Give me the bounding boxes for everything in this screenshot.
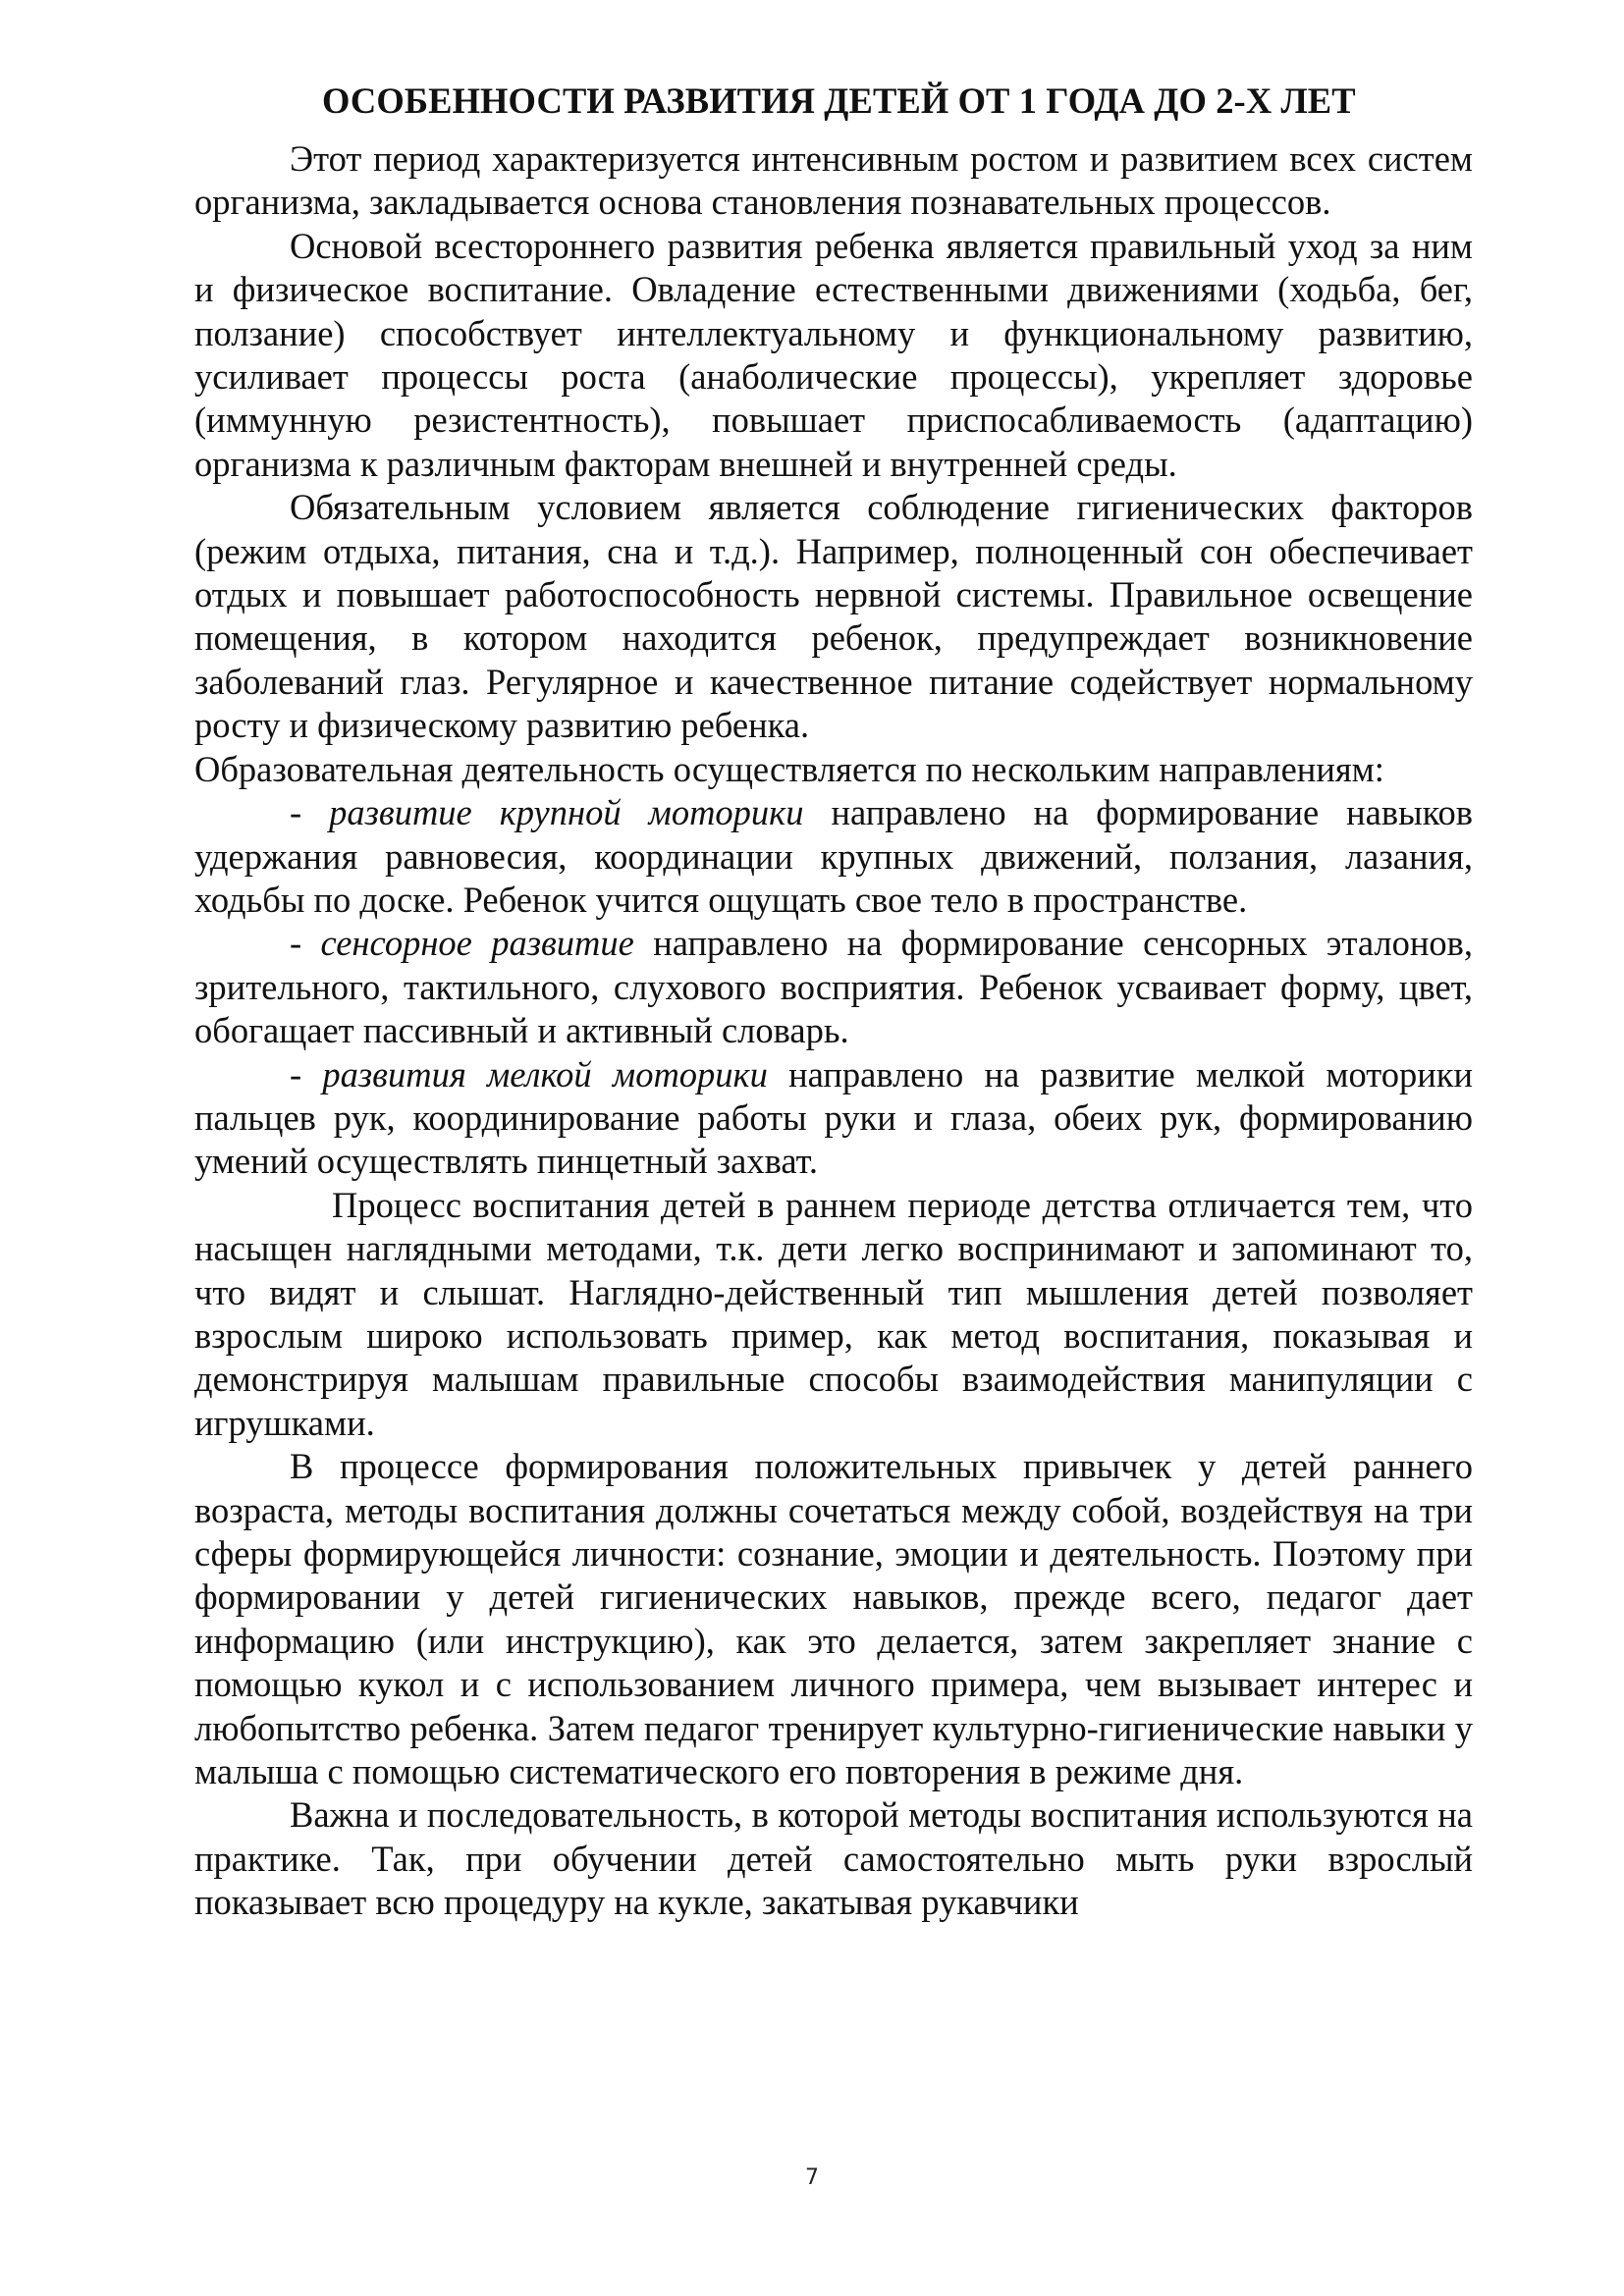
list-item-term: развитие крупной моторики: [329, 792, 804, 833]
list-item-sensory: [194, 922, 1473, 1052]
paragraph-6: Важна и последовательность, в которой методы воспитания используются на практике. Так, при обучении детей самостоятельно мыть руки взрослый показывает всю процедуру на кукле, закатывая рукавчики: [194, 1794, 1473, 1923]
paragraph-directions-intro: Образовательная деятельность осуществляется по нескольким направлениям:: [194, 748, 1384, 789]
list-item-text: направлено на формирование сенсорных эталонов, зрительного, тактильного, слухового восприятия. Ребенок усваивает форму, цвет, обогащает пассивный и активный словарь.: [194, 923, 1473, 1051]
list-item-term: развития мелкой моторики: [322, 1053, 768, 1095]
list-item-gross-motor: [194, 791, 1473, 922]
list-item-text: направлено на развитие мелкой моторики пальцев рук, координирование работы руки и глаза, обеих рук, формированию умений осуществлять пинцетный захват.: [194, 1053, 1473, 1182]
list-dash: -: [290, 792, 330, 833]
list-item-fine-motor: [194, 1053, 1473, 1184]
list-item-text: направлено на формирование навыков удержания равновесия, координации крупных движений, ползания, лазания, ходьбы по доске. Ребенок учится ощущать свое тело в пространстве.: [194, 792, 1473, 920]
paragraph-5: В процессе формирования положительных привычек у детей раннего возраста, методы воспитания должны сочетаться между собой, воздействуя на три сферы формирующейся личности: сознание, эмоции и деятельность. Поэтому при формировании у детей гигиенических навыков, прежде всего, педагог дает информацию (или инструкцию), как это делается, затем закрепляет знание с помощью кукол и с использованием личного примера, чем вызывает интерес и любопытство ребенка. Затем педагог тренирует культурно-гигиенические навыки у малыша с помощью систематического его повторения в режиме дня.: [194, 1446, 1473, 1792]
list-dash: -: [290, 923, 321, 964]
list-dash: -: [290, 1053, 323, 1095]
document-body: [194, 69, 1473, 1925]
page-number: 7: [805, 2165, 819, 2190]
paragraph-1: Этот период характеризуется интенсивным ростом и развитием всех систем организма, закладывается основа становления познавательных процессов.: [194, 138, 1473, 223]
paragraph-3: Обязательным условием является соблюдение гигиенических факторов (режим отдыха, питания, сна и т.д.). Например, полноценный сон обеспечивает отдых и повышает работоспособность нервной системы. Правильное освещение помещения, в котором находится ребенок, предупреждает возникновение заболеваний глаз. Регулярное и качественное питание содействует нормальному росту и физическому развитию ребенка.: [194, 487, 1473, 746]
document-title: ОСОБЕННОСТИ РАЗВИТИЯ ДЕТЕЙ ОТ 1 ГОДА ДО 2-Х ЛЕТ: [322, 80, 1356, 121]
list-item-term: сенсорное развитие: [320, 923, 634, 964]
paragraph-4: Процесс воспитания детей в раннем периоде детства отличается тем, что насыщен наглядными методами, т.к. дети легко воспринимают и запоминают то, что видят и слышат. Наглядно-действенный тип мышления детей позволяет взрослым широко использовать пример, как метод воспитания, показывая и демонстрируя малышам правильные способы взаимодействия манипуляции с игрушками.: [194, 1184, 1473, 1443]
paragraph-2: Основой всестороннего развития ребенка является правильный уход за ним и физическое воспитание. Овладение естественными движениями (ходьба, бег, ползание) способствует интеллектуальному и функциональному развитию, усиливает процессы роста (анаболические процессы), укрепляет здоровье (иммунную резистентность), повышает приспосабливаемость (адаптацию) организма к различным факторам внешней и внутренней среды.: [194, 225, 1473, 484]
